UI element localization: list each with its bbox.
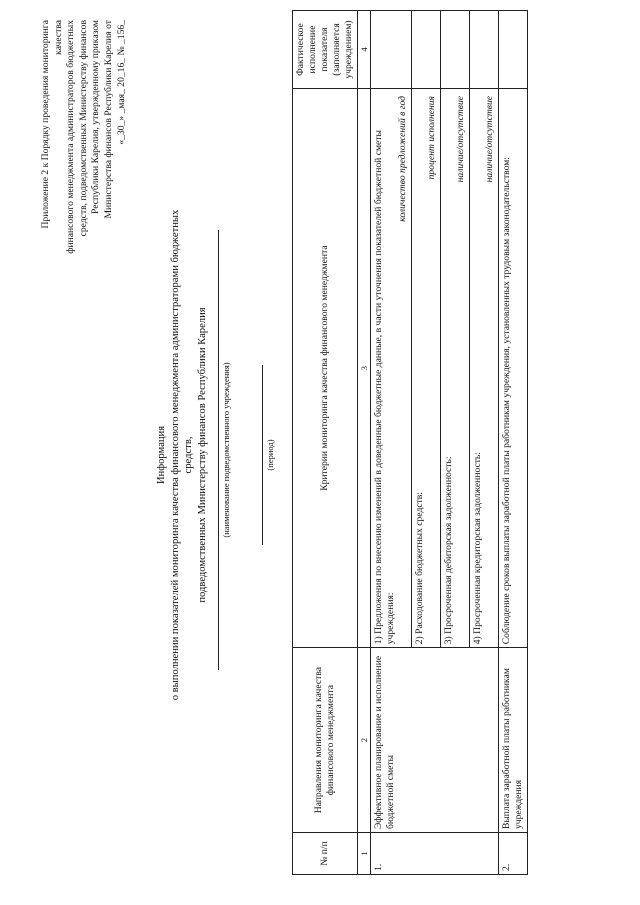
period-caption: (период) [265, 439, 275, 471]
actual-value-cell[interactable] [371, 11, 412, 89]
col-number: 1 [358, 833, 371, 875]
criteria-text: 1) Предложения по внесению изменений в доведенные бюджетные данные, в части уточнения показателей бюджетной сметы учреждения: [373, 130, 396, 645]
title-line-2: подведомственных Министерству финансов Республики Карелия [196, 307, 208, 603]
actual-value-cell[interactable] [441, 11, 470, 89]
criteria-note: количество предложений в год [397, 96, 408, 222]
criteria-text: Соблюдение сроков выплаты заработной платы работникам учреждения, установленных трудовым законодательством: [501, 157, 512, 645]
title-heading: Информация [156, 425, 167, 485]
table-row [371, 11, 412, 875]
criteria-cell [371, 89, 412, 648]
institution-name-line [218, 230, 219, 670]
criteria-text: 2) Расходование бюджетных средств: [414, 492, 425, 645]
row-number: 1. [371, 833, 499, 875]
criteria-note: наличие/отсутствие [455, 96, 466, 183]
table-header-row [293, 11, 358, 875]
criteria-note: процент исполнения [426, 96, 437, 180]
appendix-line: Приложение 2 к Порядку проведения мониторинга качества [40, 20, 64, 229]
criteria-cell [412, 89, 441, 648]
appendix-line: Республики Карелия, утвержденному приказом [90, 20, 102, 214]
actual-value-cell[interactable] [499, 11, 528, 89]
criteria-text: 3) Просроченная дебиторская задолженность: [443, 456, 454, 645]
criteria-cell [499, 89, 528, 648]
col-number: 3 [358, 89, 371, 648]
header-criteria: Критерии мониторинга качества финансового менеджмента [293, 89, 358, 648]
header-direction: Направления мониторинга качества финансового менеджмента [293, 648, 358, 833]
institution-caption: (наименование подведомственного учреждения) [221, 362, 231, 538]
appendix-header [40, 20, 128, 255]
criteria-text: 4) Просроченная кредиторская задолженность: [472, 452, 483, 645]
col-number: 4 [358, 11, 371, 89]
appendix-line: средств, подведомственных Министерству финансов [77, 20, 89, 237]
table-row [499, 11, 528, 875]
criteria-cell [441, 89, 470, 648]
actual-value-cell[interactable] [412, 11, 441, 89]
header-num: № п/п [293, 833, 358, 875]
criteria-cell [470, 89, 499, 648]
criteria-note: наличие/отсутствие [484, 96, 495, 183]
monitoring-table [292, 10, 528, 875]
document-title [155, 205, 209, 705]
row-direction: Выплата заработной платы работникам учреждения [499, 648, 528, 833]
period-line [262, 365, 263, 545]
actual-value-cell[interactable] [470, 11, 499, 89]
appendix-line: Министерства финансов Республики Карелия от [102, 20, 114, 219]
title-line-1: о выполнении показателей мониторинга качества финансового менеджмента администраторами бюджетных средств, [169, 209, 194, 701]
appendix-order-date: «_30_» _мая_ 20_16_ № _156_ [115, 20, 127, 145]
appendix-line: финансового менеджмента администраторов бюджетных [65, 20, 77, 254]
col-number: 2 [358, 648, 371, 833]
row-number: 2. [499, 833, 528, 875]
row-direction: Эффективное планирование и исполнение бюджетной сметы [371, 648, 499, 833]
column-number-row [358, 11, 371, 875]
header-actual: Фактическое исполнение показателя (заполняется учреждением) [293, 11, 358, 89]
